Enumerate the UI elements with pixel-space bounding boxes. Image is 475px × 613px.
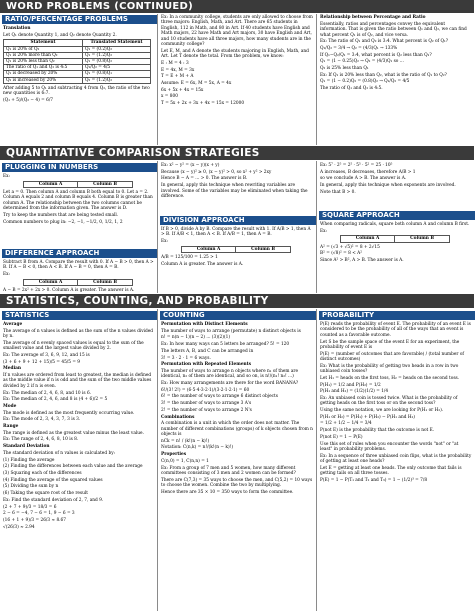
probability-section [320,322,472,611]
text-line: If n values are ordered from least to greatest, the median is defined as the middle value if n is odd and the sum of the two middle values divided by 2 if n is even. [3,373,152,389]
column-b-label: Column B [395,236,450,242]
cell: Q₁ is 20% more than Q₂ [4,52,83,58]
text-line: Ex: The median of 2, 4, 6, and 8 is (4 + 6)/2 = 5 [3,397,108,403]
ratio-header-statement: Statement [4,40,83,46]
text-line: P(H₁ or H₂) = P(H₁) + P(H₂) − P(H₁ and H₂) [320,414,415,420]
text-line: Let S be the sample space of the event E for an experiment, the probability of event E is [320,339,460,350]
cell: Q₁ = (1.2)Q₂ [82,52,150,58]
text-line: The mode is defined as the most frequently occurring value. [3,410,135,416]
text-line: 6!/(3! 2!) = (6·5·4·3·2·1)/(3·2·1·2·1) = 60 [161,387,250,393]
text-line: Q₁ = (1 − 0.2)Q₂ = (0.8)Q₂ → Q₁/Q₂ = 4/5 [320,79,410,85]
column-a-label: Column A [24,279,78,285]
text-line: Ex: 5⁷ · 2⁵ = 2⁵ · 5⁵ · 5² = 25 · 10⁵ [320,163,393,168]
text-line: In general, apply this technique when rewriting variables are involved. Some of the variables may be eliminated when taking the difference. [161,183,308,199]
section-header-word-problems [0,0,474,13]
text-line: (3 + 6 + 9 + 12 + 15)/5 = 45/5 = 9 [3,359,81,365]
subhead-square: SQUARE APPROACH [319,211,475,220]
column-b-label: Column B [78,181,133,187]
subhead-difference: DIFFERENCE APPROACH [2,249,158,258]
text-line: Essentially, ratios and percentages convey the equivalent information. That is given the ratio between Q₁ and Q₂, we can find what percent Q₁ is of Q₂, and vice versa. [320,21,467,38]
square-columns [340,235,450,242]
right-quant-example [320,163,472,209]
text-line: The average of n evenly spaced values is equal to the sum of the smallest value and the largest value divided by 2. [3,340,144,352]
cell: Q₁ = (0.8)Q₂ [82,59,150,65]
text-line: The letters A, B, and C can be arranged in [161,348,254,354]
counting-section [161,322,313,611]
text-line: n! = n(n − 1)(n − 2) ... (3)(2)(1) [161,335,231,341]
text-line: (2 + 7 + 9)/3 = 18/3 = 6 [3,504,57,510]
text-line: Notation: C(n,k) = n!/(k!(n − k)!) [161,445,234,451]
text-line: A combination is a unit in which the order does not matter. The number of different combinations (groups) of k objects chosen from n objects is [161,421,313,438]
text-line: P(not E) = 1 − P(E) [320,434,363,440]
text-line: Ex: If Q₁ is 20% less than Q₂, what is the ratio of Q₁ to Q₂? [320,72,447,78]
column-a-label: Column A [341,236,395,242]
text-line: P(not E) is the probability that the outcome is not E. [320,428,435,434]
column-a-label: Column A [182,246,236,252]
cell: Q₂ is increased by 20% [4,77,83,83]
text-line: Ex: [161,239,169,245]
text-line: Ex: The average of 3, 6, 9, 12, and 15 is [3,352,90,358]
text-line: Column A is greater. The answer is A. [161,261,244,267]
subhead-plugging: PLUGGING IN NUMBERS [2,163,158,172]
text-line: = 1/2 + 1/2 − 1/4 = 3/4 [320,421,372,427]
text-line: P(E) = (number of outcomes that are favorable) / (total number of distinct outcomes) [320,351,465,363]
cell: Q₂ = (1.2)Q₂ [82,77,150,83]
division-section [161,227,313,291]
text-line: Permutation with Distinct Elements [161,322,248,327]
text-line: There are C(7,3) = 35 ways to choose the men, and C(5,2) = 10 ways to choose the women. Combine the two by multiplying. [161,477,313,489]
ratio-translation-label: Translation [3,26,31,31]
text-line: (6) Taking the square root of the result [3,491,88,497]
cell: Q₁ is decreased by 20% [4,71,83,77]
text-line: Ex: [3,272,11,278]
text-line: Let E = getting at least one heads. The only outcome that fails is getting tails on all three tosses. [320,465,462,477]
text-line: Ex: Find the standard deviation of 2, 7, and 9. [3,497,104,503]
text-line: Because (x − y)² ≥ 0, (x − y)² > 0, so x² + y² > 2xy [161,169,272,175]
column-divider [316,14,317,145]
text-line: Ex: In a sequence of three unbiased coin flips, what is the probability of getting at least one heads? [320,453,472,465]
ratio-intro: Let Q₁ denote Quantity 1, and Q₂ denote Quantity 2. [3,32,117,38]
section-header-quant-comp [0,146,474,160]
text-line: Ex: The range of 2, 4, 6, 8, 10 is 8. [3,437,79,443]
ratio-section [3,26,155,142]
text-line: 6x + 5x + 4x = 15x [161,87,204,93]
text-line: A increases, B decreases, therefore A/B > 1 [320,169,416,175]
text-line: Try to keep the numbers that are being tested small. [3,212,119,218]
column-divider [316,309,317,611]
text-line: Let a = 0. Then column A and column B both equal to 0. Let a = 2. Column A equals 2 and column B equals 4. Column B is greater than column A. The relationship between the two columns cannot be determined from the information given. The answer is D. [3,189,153,212]
text-line: The number of ways to arrange n objects where n₁ of them are identical, n₂ of them are identical, and so on, is n!/(n₁! n₂! ...) [161,368,299,380]
column-divider [157,14,158,145]
text-line: √(26/3) ≈ 2.94 [3,524,35,530]
cell: Q₁ is 20% of Q₂ [4,46,83,52]
plugging-section [3,174,155,248]
text-line: A² = (√3 + √5)² = 8 + 2√15 [320,244,380,250]
text-line: Q₂ is 25% less than Q₁ [320,66,369,72]
text-line: Q₁/Q₂ = 3/4 → Q₂ = (4/3)Q₁ → 133% [320,45,398,51]
text-line: B² = (√8)² = 8 < A² [320,251,362,257]
text-line: 6! = the number of ways to arrange 6 distinct objects [161,394,278,400]
column-divider [157,309,158,611]
text-line: Ex: What is the probability of getting two heads in a row in two unbiased coin tosses? [320,363,459,375]
mid-quant-example [161,163,313,213]
subhead-division: DIVISION APPROACH [160,216,316,225]
text-line: Subtract B from A. Compare the result with 0. If A − B > 0, then A > B. If A − B < 0, then A < B. If A − B = 0, then A = B. [3,260,154,271]
plugging-columns [23,181,133,188]
text-line: P(H₁) = 1/2 and P(H₂) = 1/2 [320,382,381,388]
text-line: Range [3,424,19,430]
text-line: Properties [161,452,187,458]
text-line: E : M = 4 : 3 [161,60,189,66]
column-divider [316,161,317,293]
text-line: E = 4x, M = 3x [161,67,195,73]
text-line: Average [3,322,23,327]
difference-section [3,260,155,294]
text-line: T = 5x + 2x + 3x + 4x = 15x = 12000 [161,101,245,107]
subhead-counting: COUNTING [160,311,316,320]
text-line: Hence there are 35 × 10 = 350 ways to form the committee. [161,489,294,495]
text-line: The range is defined as the greatest value minus the least value. [3,430,144,436]
text-line: nCk = n! / (k!(n − k)!) [161,438,210,444]
ratio-after: After adding 5 to Q₁ and subtracting 4 from Q₂, the ratio of the two new quantities is 6:7. [3,85,150,97]
text-line: (3) Squaring each of the differences [3,470,82,476]
text-line: If B > 0, divide A by B. Compare the result with 1. If A/B > 1, then A > B. If A/B < 1, then A < B. If A/B = 1, then A = B. [161,227,311,238]
text-line: Note that B > 0. [320,189,356,195]
text-line: Use this set of rules when you encounter the words "not" or "at least" in probability problems. [320,441,459,452]
right-title: Relationship between Percentage and Ratio [320,15,426,20]
text-line: Q₁ = (1 − 0.25)Q₂ → Q₂ = (4/3)Q₁ so ... [320,59,404,65]
text-line: T = E + M + A [161,74,194,80]
text-line: (1) Finding the average [3,457,55,463]
table-row [4,77,151,83]
text-line: Ex: In a community college, students are only allowed to choose from three majors: English, Math, and Art. There are 65 students in English, 112 in Math, and 80 in Art. If 40 students have English and Math majors, 22 have Math and Art majors, 30 have English and Art, and 10 students have all three majors, how many students are in the community college? [161,15,313,48]
ratio-header-translated: Translated Statement [82,40,150,46]
text-line: When comparing radicals, square both column A and column B first. [320,222,470,227]
text-line: Ex: x² − y² = (x − y)(x + y) [161,163,220,168]
text-line: x = 800 [161,94,178,100]
text-line: Using the same notation, we are looking for P(H₁ or H₂). [320,408,444,414]
text-line: Permutation with Repeated Elements [161,362,252,368]
cell: Q₁ = (0.2)Q₂ [82,46,150,52]
ratio-table [3,39,151,83]
text-line: Since A² > B², A > B. The answer is A. [320,258,404,264]
text-line: Ex: From a group of 7 men and 5 women, how many different committees consisting of 3 men and 2 women can be formed? [161,465,296,476]
text-line: Ex: [3,174,11,179]
middle-example [161,15,313,143]
ratio-after-eq: (Q₁ + 5)/(Q₂ − 4) = 6/7 [3,97,54,103]
text-line: Ex: In how many ways can 5 letters be arranged? 5! = 120 [161,342,290,348]
text-line: 2! = the number of ways to arrange 2 N's [161,407,252,413]
text-line: Assume: E = 6x, M = 5x, A = 4x [161,80,232,86]
subhead-ratio: RATIO/PERCENTAGE PROBLEMS [2,15,158,24]
subhead-statistics: STATISTICS [2,311,158,320]
section-title: STATISTICS, COUNTING, AND PROBABILITY [6,295,269,307]
text-line: Common numbers to plug in: −2, −1, −1/2, 0, 1/2, 1, 2 [3,219,123,225]
text-line: The average of n values is defined as the sum of the n values divided by n. [3,328,154,340]
text-line: (16 + 1 + 9)/3 = 26/3 ≈ 8.67 [3,517,67,523]
text-line: A/B = 125/100 = 1.25 > 1 [161,255,218,261]
text-line: The ratio of Q₁ and Q₂ is 4:5. [320,86,383,92]
text-line: Ex: The mode of 2, 3, 4, 3, 7, 3 is 3. [3,417,81,423]
text-line: Ex: The ratio of Q₁ and Q₂ is 3:4. What percent is Q₂ of Q₁? [320,39,449,45]
text-line: Ex: The median of 2, 4, 6, 8, and 10 is 6. [3,390,92,396]
cell: Q₁ is 20% less than Q₂ [4,59,83,65]
text-line: If Q₁−Q₂/Q₁ = 3:4, what percent is Q₂ less than Q₁? [320,52,432,58]
text-line: A − B = 2x² + 2x > 0. Column A is greater. The answer is A. [3,288,135,294]
text-line: P(E) = 1 − P(T₁ and T₂ and T₃) = 1 − (1/2)³ = 7/8 [320,477,428,483]
text-line: Standard Deviation [3,444,50,450]
text-line: (4) Finding the average of the squared values [3,477,103,483]
square-section [320,222,472,292]
text-line: The number of ways to arrange (permutate) n distinct objects is [161,328,301,334]
column-a-label: Column A [24,181,78,187]
cell: Q₁ = (0.8)Q₁ [82,71,150,77]
text-line: so we conclude A > B. The answer is A. [320,176,407,182]
section-title: WORD PROBLEMS (CONTINUED) [6,1,194,12]
text-line: Median [3,366,22,372]
section-title: QUANTITATIVE COMPARISON STRATEGIES [6,147,260,159]
text-line: 3! = 3 · 2 · 1 = 6 ways. [161,355,211,361]
text-line: The standard deviation of n values is calculated by: [3,450,116,456]
text-line: (2) Finding the differences between each value and the average [3,464,143,470]
cell: The ratio of Q₁ and Q₂ is 4:5 [4,65,83,71]
text-line: Let E, M, and A denote the students majoring in English, Math, and Art. Let T denote the total. From the problem, we know: [161,48,309,60]
text-line: Ex: An unbiased coin is tossed twice. What is the probability of getting heads on the first toss or on the second toss? [320,395,458,407]
section-header-stats [0,294,474,308]
column-divider [157,161,158,293]
text-line: Let H₁ = heads on the first toss, H₂ = heads on the second toss. [320,375,460,381]
text-line: In general, apply this technique when exponents are involved. [320,183,456,189]
text-line: Mode [3,403,17,409]
text-line: 3! = the number of ways to arrange 3 A's [161,401,252,407]
text-line: P(E) reads the probability of event E. The probability of an event E is considered to be the probability of all of the ways that an event is counted as a favorable outcome. [320,322,471,338]
right-percent-ratio [320,15,472,143]
text-line: Ex: [320,228,328,234]
text-line: Hence B − A = ... > 0. The answer is B. [161,176,248,182]
text-line: 2 − 6 = −4, 7 − 6 = 1, 9 − 6 = 3 [3,511,75,517]
column-b-label: Column B [236,246,291,252]
text-line: Combinations [161,414,195,420]
subhead-probability: PROBABILITY [319,311,475,320]
statistics-section [3,322,155,611]
difference-columns [23,279,133,286]
text-line: C(n,0) = 1, C(n,n) = 1 [161,458,209,464]
text-line: Ex: How many arrangements are there for the word BANANA? [161,381,299,387]
cell: Q₁/Q₂ = 4/5 [82,65,150,71]
text-line: (5) Dividing the sum by n [3,484,59,490]
text-line: P(H₁ and H₂) = (1/2)(1/2) = 1/4 [320,389,389,395]
column-b-label: Column B [78,279,133,285]
division-columns [181,246,291,253]
